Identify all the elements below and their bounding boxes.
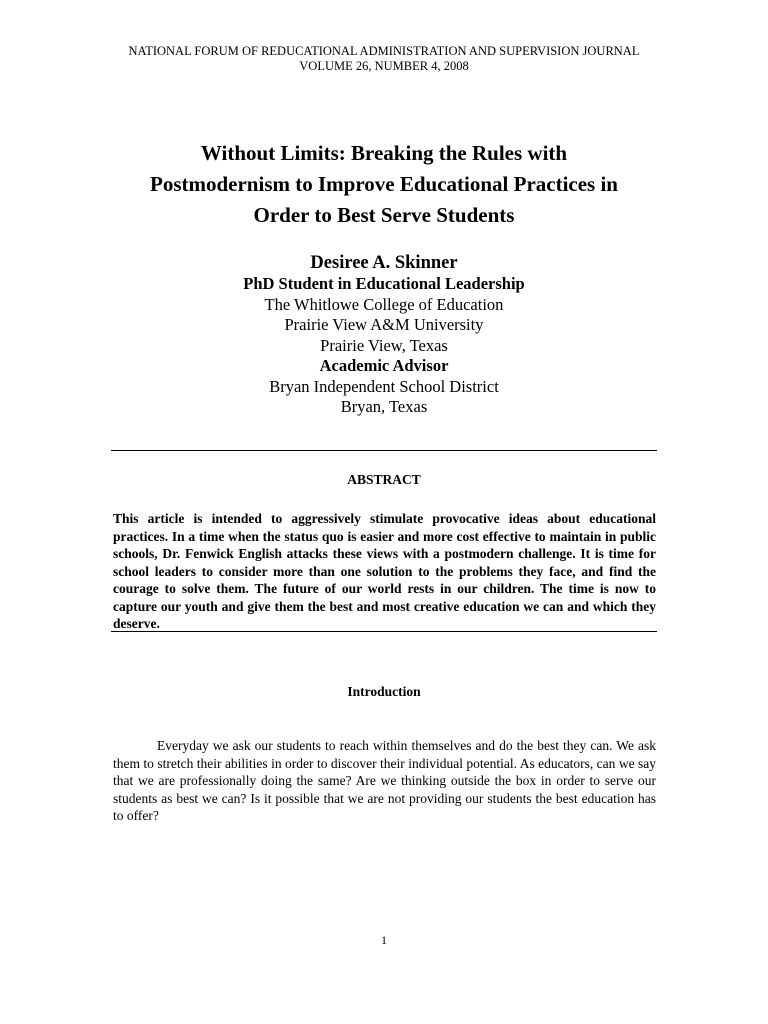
abstract-text: This article is intended to aggressively stimulate provocative ideas about educational practices. In a time when the status quo is easier and more cost effective to maintain in public schools, Dr. Fenwick English attacks these views with a postmodern challenge. It is time for school leaders to consider more than one solution to the problems they face, and find the courage to solve them. The future of our world rests in our children. The time is now to capture our youth and give them the best and most creative education we can and which they deserve. xyxy=(113,511,656,631)
title-line: Postmodernism to Improve Educational Practices in xyxy=(150,172,618,196)
abstract-heading: ABSTRACT xyxy=(347,472,421,487)
introduction-heading: Introduction xyxy=(347,684,421,699)
author-university: Prairie View A&M University xyxy=(284,315,484,334)
author-block xyxy=(0,252,768,418)
advisor-district: Bryan Independent School District xyxy=(269,376,499,396)
author-role: PhD Student in Educational Leadership xyxy=(243,274,525,293)
advisor-label: Academic Advisor xyxy=(319,356,449,375)
page-number: 1 xyxy=(381,933,387,947)
title-line: Without Limits: Breaking the Rules with xyxy=(200,141,568,165)
author-name: Desiree A. Skinner xyxy=(310,253,458,273)
article-title xyxy=(84,138,684,231)
advisor-location: Bryan, Texas xyxy=(340,397,428,416)
journal-volume: VOLUME 26, NUMBER 4, 2008 xyxy=(299,59,469,73)
title-line: Order to Best Serve Students xyxy=(253,203,515,227)
abstract-bottom-rule xyxy=(111,631,657,632)
journal-header xyxy=(0,44,768,74)
author-location: Prairie View, Texas xyxy=(320,335,448,355)
author-college: The Whitlowe College of Education xyxy=(264,294,504,314)
journal-name: NATIONAL FORUM OF REDUCATIONAL ADMINISTRATION AND SUPERVISION JOURNAL xyxy=(128,44,640,58)
introduction-paragraph: Everyday we ask our students to reach within themselves and do the best they can. We ask them to stretch their abilities in order to discover their individual potential. As educators, can we say that we are professionally doing the same? Are we thinking outside the box in order to serve our students as best we can? Is it possible that we are not providing our students the best education has to offer? xyxy=(113,738,656,823)
abstract-top-rule xyxy=(111,450,657,451)
